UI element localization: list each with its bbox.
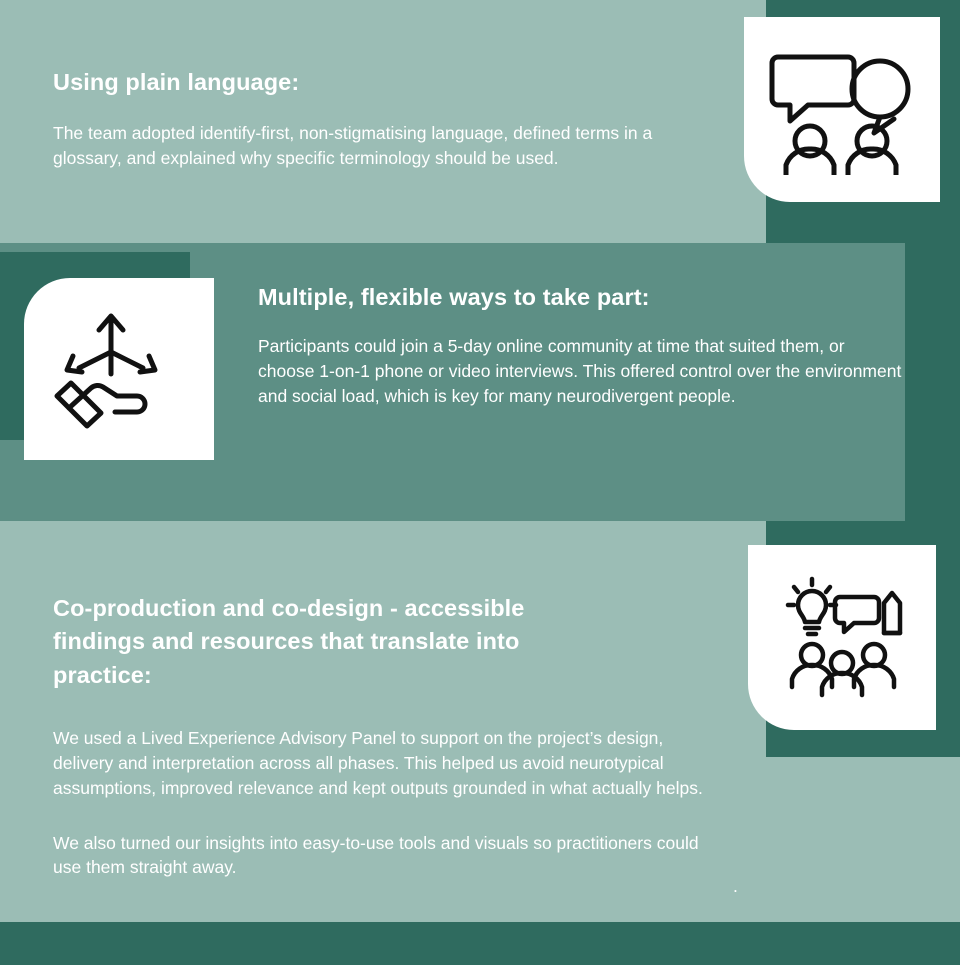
- collaboration-ideas-icon: [748, 575, 936, 703]
- section-paragraph: We also turned our insights into easy-to-use tools and visuals so practitioners could use them straight away.: [53, 832, 699, 878]
- hand-with-arrows-icon: [24, 304, 214, 434]
- speech-bubbles-people-icon: [744, 45, 940, 175]
- section-flexible-ways: [258, 281, 903, 409]
- icon-card-plain-language: [744, 17, 940, 202]
- section-heading: Multiple, flexible ways to take part:: [258, 284, 650, 310]
- section-heading: Co-production and co-design - accessible findings and resources that translate into practice:: [53, 595, 525, 688]
- section-paragraph: The team adopted identify-first, non-stigmatising language, defined terms in a glossary, and explained why specific terminology should be used.: [53, 123, 653, 169]
- icon-card-co-production: [748, 545, 936, 730]
- section-heading: Using plain language:: [53, 69, 300, 95]
- section-co-production: [53, 592, 728, 910]
- section-paragraph: Participants could join a 5-day online community at time that suited them, or choose 1-on-1 phone or video interviews. This offered control over the environment and social load, which is key for many neurodivergent people.: [258, 336, 902, 407]
- stray-period-mark: .: [733, 876, 738, 896]
- section-paragraph: We used a Lived Experience Advisory Panel to support on the project’s design, delivery and interpretation across all phases. This helped us avoid neurotypical assumptions, improved relevance and kept outputs grounded in what actually helps.: [53, 728, 703, 798]
- background-footer-strip: [0, 922, 960, 965]
- icon-card-flexible-ways: [24, 278, 214, 460]
- section-plain-language: [53, 66, 703, 171]
- background-accent-middle-right: [905, 243, 960, 521]
